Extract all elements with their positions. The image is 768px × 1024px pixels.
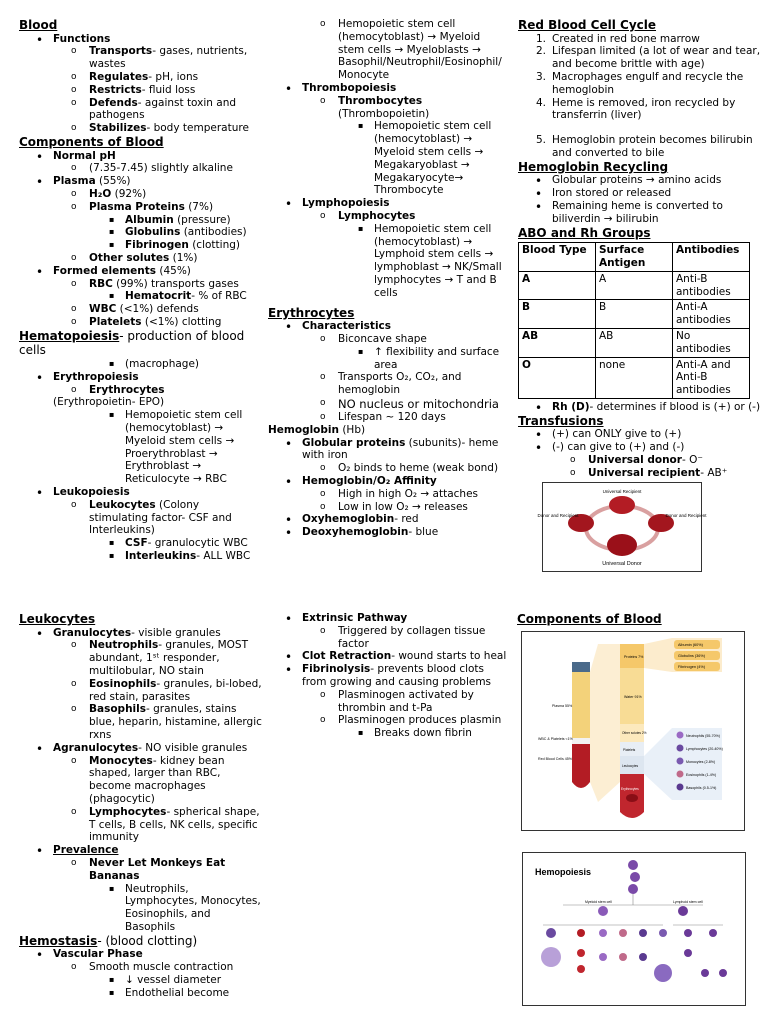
buffy-coat-layer: [572, 738, 590, 744]
stem-cell-icon: [628, 860, 638, 870]
stem-cell-icon: [628, 884, 638, 894]
macrophage-note: ▪ (macrophage): [19, 358, 259, 371]
column-2-bottom: [268, 612, 508, 812]
blood-components-image: [521, 631, 745, 831]
svg-text:Proteins 7%: Proteins 7%: [624, 655, 644, 659]
lifespan: o Lifespan ~ 120 days: [268, 411, 508, 424]
abo-cell: AB: [519, 329, 596, 358]
abo-header-antigen: Surface Antigen: [596, 243, 673, 272]
rh-factor: • Rh (D)- determines if blood is (+) or (-): [518, 401, 763, 414]
agranulocytes: • Agranulocytes- NO visible granules: [19, 742, 264, 755]
section-hemostasis-title: Hemostasis- (blood clotting): [19, 933, 198, 948]
svg-text:Lymphoid stem cell: Lymphoid stem cell: [673, 900, 703, 904]
svg-text:Platelets: Platelets: [623, 748, 636, 752]
abo-cell: A: [519, 271, 596, 300]
monocytes: o Monocytes- kidney bean shaped, larger than RBC, become macrophages (phagocytic): [19, 755, 264, 806]
thrombopoiesis: • Thrombopoiesis: [268, 82, 508, 95]
basophil-icon: [677, 784, 684, 791]
transports: o Transports O₂, CO₂, and hemoglobin: [268, 371, 508, 397]
svg-text:Donor and Recipient: Donor and Recipient: [537, 513, 579, 518]
column-1-bottom: [19, 612, 264, 1024]
fibrinogen: ▪ Fibrinogen (clotting): [19, 239, 259, 252]
hb-recycle-3: • Remaining heme is converted to biliverdin → bilirubin: [518, 200, 763, 226]
rbc-cycle-5: 5. Hemoglobin protein becomes bilirubin and converted to bile: [536, 134, 753, 159]
svg-text:Lymphocytes (20-40%): Lymphocytes (20-40%): [686, 747, 723, 751]
svg-text:Donor and Recipient: Donor and Recipient: [665, 513, 707, 518]
svg-text:Universal Donor: Universal Donor: [602, 561, 642, 567]
abo-cell: AB: [596, 329, 673, 358]
abo-cell: Anti-B antibodies: [673, 271, 750, 300]
csf: ▪ CSF- granulocytic WBC: [19, 537, 259, 550]
cell-icon: [709, 929, 717, 937]
breaks-fibrin: ▪ Breaks down fibrin: [268, 727, 508, 740]
granulocytes: • Granulocytes- visible granules: [19, 627, 264, 640]
lymphoid-cell-icon: [678, 906, 688, 916]
section-hematopoiesis-title: Hematopoiesis- production of blood cells: [19, 328, 245, 358]
plasminogen-activated: o Plasminogen activated by thrombin and t-Pa: [268, 689, 508, 715]
platelets: o Platelets (<1%) clotting: [19, 316, 259, 329]
macrophage-icon: [654, 964, 672, 982]
rbc-cycle-1: 1. Created in red bone marrow: [536, 32, 700, 45]
hematocrit: ▪ Hematocrit- % of RBC: [19, 290, 259, 303]
myeloid-pathway: o Hemopoietic stem cell (hemocytoblast) → Myeloid stem cells → Myeloblasts → Basophil/Neutrophil/Eosinophil/ Monocyte: [268, 18, 508, 82]
neutrophil-icon: [677, 732, 684, 739]
mnemonic: o Never Let Monkeys Eat Bananas: [19, 857, 264, 883]
mnemonic-list: ▪ Neutrophils, Lymphocytes, Monocytes, Eosinophils, and Basophils: [19, 883, 264, 934]
hemopoiesis-svg: [523, 853, 745, 1005]
cell-icon: [639, 953, 647, 961]
cell-icon: [684, 949, 692, 957]
table-row: [519, 300, 750, 329]
svg-text:Basophils (0.5-1%): Basophils (0.5-1%): [686, 786, 717, 790]
abo-cell: A: [596, 271, 673, 300]
section-hb-recycling-title: Hemoglobin Recycling: [518, 159, 669, 174]
cell-icon: [659, 929, 667, 937]
svg-text:Albumin (60%): Albumin (60%): [678, 643, 703, 647]
svg-text:WBC & Platelets <1%: WBC & Platelets <1%: [538, 737, 573, 741]
proteins-list: [674, 640, 720, 671]
lymphopoiesis: • Lymphopoiesis: [268, 197, 508, 210]
eosinophils: o Eosinophils- granules, bi-lobed, red stain, parasites: [19, 678, 264, 704]
cell-icon: [619, 929, 627, 937]
transfusion-1: • (+) can ONLY give to (+): [518, 428, 763, 441]
megakaryocyte-icon: [541, 947, 561, 967]
svg-text:Other solutes 2%: Other solutes 2%: [622, 731, 647, 735]
neutrophils: o Neutrophils- granules, MOST abundant, 1ˢᵗ responder, multilobular, NO stain: [19, 639, 264, 677]
hb-affinity: • Hemoglobin/O₂ Affinity: [268, 475, 508, 488]
abo-cell: No antibodies: [673, 329, 750, 358]
smooth-muscle: o Smooth muscle contraction: [19, 961, 264, 974]
no-nucleus: o NO nucleus or mitochondria: [268, 397, 508, 411]
clot-retraction: • Clot Retraction- wound starts to heal: [268, 650, 508, 663]
oxyhemoglobin: • Oxyhemoglobin- red: [268, 513, 508, 526]
section-components-image-title: Components of Blood: [517, 612, 662, 626]
globulins: ▪ Globulins (antibodies): [19, 226, 259, 239]
prevalence: • Prevalence: [19, 844, 264, 857]
rbc-layer: [572, 744, 590, 788]
biconcave: o Biconcave shape: [268, 333, 508, 346]
stem-cell-icon: [630, 872, 640, 882]
function-stabilizes: o Stabilizes- body temperature: [19, 122, 259, 135]
cell-icon: [701, 969, 709, 977]
o2-binds: o O₂ binds to heme (weak bond): [268, 462, 508, 475]
svg-text:Fibrinogen (4%): Fibrinogen (4%): [678, 665, 706, 669]
function-restricts: o Restricts- fluid loss: [19, 84, 259, 97]
rbc-cycle-2: 2. Lifespan limited (a lot of wear and tear, and become brittle with age): [536, 45, 761, 71]
hemoglobin-heading: Hemoglobin (Hb): [268, 423, 366, 436]
section-erythrocytes-title: Erythrocytes: [268, 305, 355, 320]
rbc: o RBC (99%) transports gases: [19, 278, 259, 291]
myeloid-cell-icon: [598, 906, 608, 916]
plasma-layer: [572, 672, 590, 738]
svg-text:Plasma 55%: Plasma 55%: [552, 704, 573, 708]
abo-header-type: Blood Type: [519, 243, 596, 272]
abo-cell: Anti-A antibodies: [673, 300, 750, 329]
rbc-cycle-3: 3. Macrophages engulf and recycle the hemoglobin: [536, 71, 744, 96]
cell-icon: [639, 929, 647, 937]
svg-text:Hemopoiesis: Hemopoiesis: [535, 867, 592, 877]
abo-cell: B: [519, 300, 596, 329]
abo-cell: Anti-A and Anti-B antibodies: [673, 357, 750, 398]
extrinsic-pathway: • Extrinsic Pathway: [268, 612, 508, 625]
hemopoiesis-image: [522, 852, 746, 1006]
svg-text:Leukocytes: Leukocytes: [622, 764, 639, 768]
thrombo-pathway: ▪ Hemopoietic stem cell (hemocytoblast) → Myeloid stem cells → Megakaryoblast → Megakaryocyte→ Thrombocyte: [268, 120, 508, 197]
blood-drop-icon: [607, 534, 637, 556]
abo-header-antibodies: Antibodies: [673, 243, 750, 272]
lymphocytes: o Lymphocytes: [268, 210, 508, 223]
function-transports: o Transports- gases, nutrients, wastes: [19, 45, 259, 71]
eosinophil-icon: [677, 771, 684, 778]
section-abo-title: ABO and Rh Groups: [518, 225, 651, 240]
deoxyhemoglobin: • Deoxyhemoglobin- blue: [268, 526, 508, 539]
transfusion-2: • (-) can give to (+) and (-): [518, 441, 763, 454]
formed-elements: • Formed elements (45%): [19, 265, 259, 278]
thrombocytes: o Thrombocytes (Thrombopoietin): [268, 95, 508, 121]
svg-text:Red Blood Cells 45%: Red Blood Cells 45%: [538, 757, 572, 761]
plasma-proteins: o Plasma Proteins (7%): [19, 201, 259, 214]
tube-cap: [572, 662, 590, 672]
hb-recycle-1: • Globular proteins → amino acids: [518, 174, 763, 187]
lympho-pathway: ▪ Hemopoietic stem cell (hemocytoblast) → Lymphoid stem cells → lymphoblast → NK/Small lymphocytes → T and B cells: [268, 223, 508, 300]
section-blood-title: Blood: [19, 18, 58, 32]
extrinsic-trigger: o Triggered by collagen tissue factor: [268, 625, 508, 651]
cell-icon: [684, 929, 692, 937]
transfusion-diagram-svg: [537, 483, 707, 571]
erythropoiesis: • Erythropoiesis: [19, 371, 259, 384]
hb-recycle-2: • Iron stored or released: [518, 187, 763, 200]
column-2-top: [268, 18, 508, 558]
endothelial: ▪ Endothelial become: [19, 987, 264, 1000]
functions-item: • Functions: [19, 33, 259, 46]
cell-icon: [719, 969, 727, 977]
erythro-pathway: ▪ Hemopoietic stem cell (hemocytoblast) → Myeloid stem cells → Proerythroblast → Erythroblast → Reticulocyte → RBC: [19, 409, 259, 486]
blood-components-svg: [522, 632, 744, 830]
ph-range: o (7.35-7.45) slightly alkaline: [19, 162, 259, 175]
wbc: o WBC (<1%) defends: [19, 303, 259, 316]
interleukins: ▪ Interleukins- ALL WBC: [19, 550, 259, 563]
function-defends: o Defends- against toxin and pathogens: [19, 97, 259, 123]
basophils: o Basophils- granules, stains blue, heparin, histamine, allergic rxns: [19, 703, 264, 741]
rbc-cycle-4: 4. Heme is removed, iron recycled by transferrin (liver): [536, 96, 736, 122]
flexibility: ▪ ↑ flexibility and surface area: [268, 346, 508, 372]
albumin: ▪ Albumin (pressure): [19, 214, 259, 227]
cell-icon: [546, 928, 556, 938]
blood-drop-icon: [609, 496, 635, 514]
globular-proteins: • Globular proteins (subunits)- heme with iron: [268, 437, 508, 463]
svg-text:Monocytes (2-8%): Monocytes (2-8%): [686, 760, 716, 764]
water: o H₂O (92%): [19, 188, 259, 201]
plasminogen-produces: o Plasminogen produces plasmin: [268, 714, 508, 727]
abo-cell: O: [519, 357, 596, 398]
table-row: [519, 271, 750, 300]
characteristics: • Characteristics: [268, 320, 508, 333]
abo-header-row: [519, 243, 750, 272]
abo-table: [518, 242, 750, 399]
function-regulates: o Regulates- pH, ions: [19, 71, 259, 84]
normal-ph: • Normal pH: [19, 150, 259, 163]
svg-text:Myeloid stem cell: Myeloid stem cell: [585, 900, 612, 904]
vessel-diameter: ▪ ↓ vessel diameter: [19, 974, 264, 987]
section-transfusions-title: Transfusions: [518, 413, 604, 428]
other-solutes: o Other solutes (1%): [19, 252, 259, 265]
universal-recipient: o Universal recipient- AB⁺: [518, 467, 763, 480]
universal-donor: o Universal donor- O⁻: [518, 454, 763, 467]
rbc-cell-icon: [626, 794, 638, 802]
svg-text:Globulins (36%): Globulins (36%): [678, 654, 706, 658]
cell-icon: [599, 929, 607, 937]
svg-text:Neutrophils (55-70%): Neutrophils (55-70%): [686, 734, 720, 738]
svg-text:Universal Recipient: Universal Recipient: [602, 489, 642, 494]
section-leukocytes-title: Leukocytes: [19, 612, 96, 626]
abo-cell: B: [596, 300, 673, 329]
section-rbc-cycle-title: Red Blood Cell Cycle: [518, 18, 657, 32]
table-row: [519, 357, 750, 398]
lymphocyte-icon: [677, 745, 684, 752]
affinity-low: o Low in low O₂ → releases: [268, 501, 508, 514]
cell-icon: [599, 953, 607, 961]
monocyte-icon: [677, 758, 684, 765]
leukocytes: o Leukocytes (Colony stimulating factor- CSF and Interleukins): [19, 499, 259, 537]
erythrocytes: o Erythrocytes (Erythropoietin- EPO): [19, 384, 259, 410]
table-row: [519, 329, 750, 358]
affinity-high: o High in high O₂ → attaches: [268, 488, 508, 501]
svg-text:Eosinophils (1-4%): Eosinophils (1-4%): [686, 773, 717, 777]
vascular-phase: • Vascular Phase: [19, 948, 264, 961]
leukopoiesis: • Leukopoiesis: [19, 486, 259, 499]
cell-icon: [577, 929, 585, 937]
cell-icon: [619, 953, 627, 961]
fibrinolysis: • Fibrinolysis- prevents blood clots from growing and causing problems: [268, 663, 508, 689]
transfusion-diagram-image: [537, 482, 707, 572]
plasma: • Plasma (55%): [19, 175, 259, 188]
column-1-top: [19, 18, 259, 574]
abo-cell: none: [596, 357, 673, 398]
lymphocytes: o Lymphocytes- spherical shape, T cells, B cells, NK cells, specific immunity: [19, 806, 264, 844]
cell-icon: [577, 965, 585, 973]
svg-text:Water 91%: Water 91%: [624, 695, 642, 699]
section-components-title: Components of Blood: [19, 135, 164, 149]
cell-icon: [577, 949, 585, 957]
svg-text:Erythrocytes: Erythrocytes: [621, 787, 639, 791]
